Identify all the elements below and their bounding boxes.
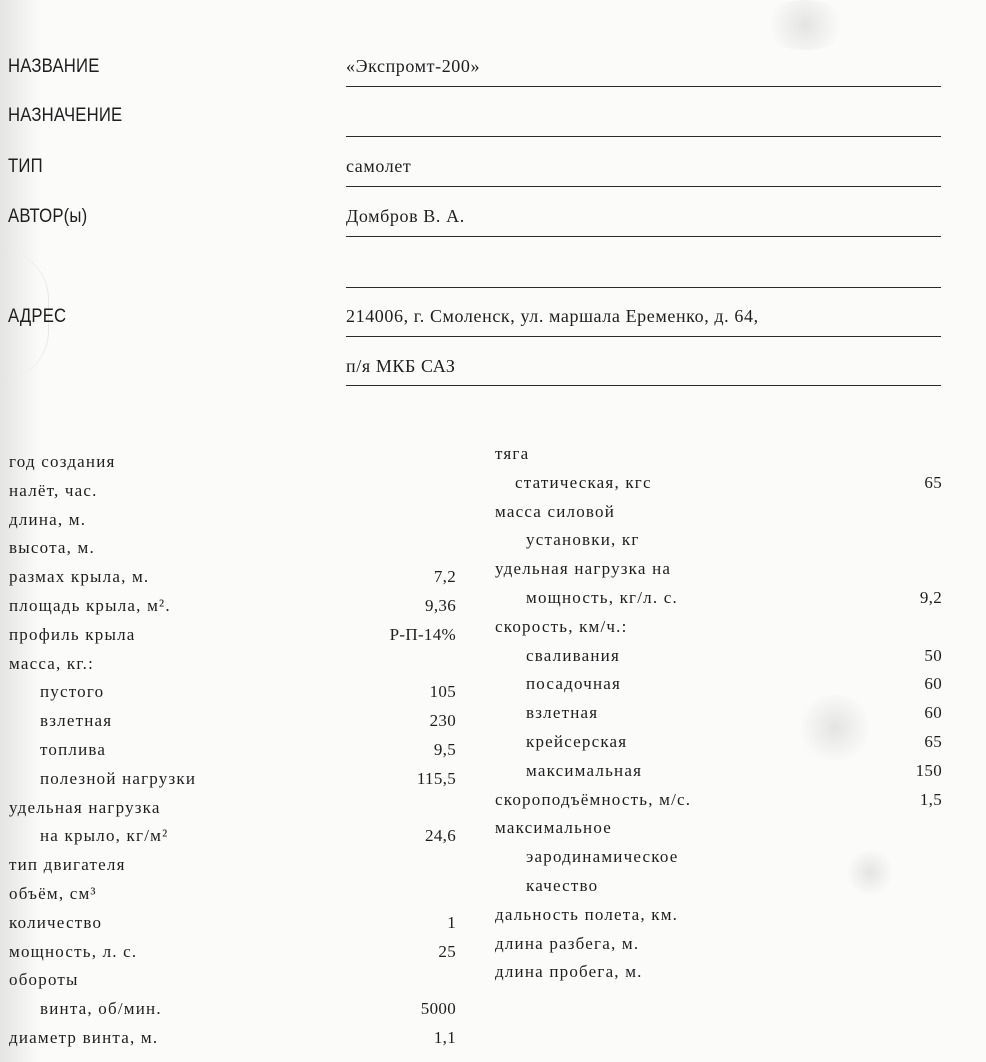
spec-row-mass-empty bbox=[9, 678, 456, 707]
spec-label: налёт, час. bbox=[9, 480, 98, 500]
spec-value: 60 bbox=[924, 703, 942, 723]
spec-label: установки, кг bbox=[526, 530, 640, 550]
spec-label: мощность, кг/л. с. bbox=[526, 587, 678, 607]
spec-label: размах крыла, м. bbox=[9, 567, 150, 587]
name-value: «Экспромт-200» bbox=[346, 56, 481, 76]
spec-value: 105 bbox=[429, 682, 456, 702]
spec-row-landing-speed bbox=[495, 670, 942, 699]
form-underline bbox=[346, 336, 941, 337]
spec-row-max-ld-header bbox=[495, 814, 942, 843]
spec-row-flight-hours bbox=[9, 477, 456, 506]
spec-row-height bbox=[9, 534, 456, 563]
spec-label: топлива bbox=[40, 739, 107, 759]
spec-row-speed-header bbox=[495, 613, 942, 642]
spec-row-max-ld-line2 bbox=[495, 843, 942, 872]
spec-label: дальность полета, км. bbox=[495, 904, 679, 924]
form-underline bbox=[346, 385, 941, 386]
spec-value: 9,2 bbox=[919, 587, 942, 607]
spec-label: удельная нагрузка bbox=[9, 797, 161, 817]
spec-label: удельная нагрузка на bbox=[495, 559, 672, 579]
spec-label: профиль крыла bbox=[9, 624, 136, 644]
spec-row-mass-fuel bbox=[9, 736, 456, 765]
spec-row-wing-loading bbox=[9, 822, 456, 851]
form-underline bbox=[346, 86, 941, 87]
address-value-line1: 214006, г. Смоленск, ул. маршала Еременко, д. 64, bbox=[346, 306, 759, 326]
type-label: ТИП bbox=[8, 156, 43, 177]
spec-value: 115,5 bbox=[416, 768, 456, 788]
spec-label: диаметр винта, м. bbox=[9, 1027, 159, 1047]
spec-row-takeoff-run bbox=[495, 930, 942, 959]
spec-row-landing-run bbox=[495, 958, 942, 987]
spec-label: высота, м. bbox=[9, 538, 95, 558]
spec-label: длина разбега, м. bbox=[495, 933, 640, 953]
spec-label: тяга bbox=[495, 444, 530, 463]
spec-label: объём, см³ bbox=[9, 883, 97, 903]
print-smudge bbox=[760, 0, 850, 50]
spec-label: максимальная bbox=[526, 760, 643, 780]
spec-label: скороподъёмность, м/с. bbox=[495, 789, 692, 809]
name-label: НАЗВАНИЕ bbox=[8, 56, 100, 77]
spec-row-max-speed bbox=[495, 757, 942, 786]
spec-label: винта, об/мин. bbox=[40, 999, 162, 1019]
spec-label: взлетная bbox=[526, 703, 599, 723]
spec-value: 60 bbox=[924, 674, 942, 694]
spec-value: 65 bbox=[924, 731, 942, 751]
specs-right-column bbox=[495, 440, 942, 987]
spec-value: 1,5 bbox=[919, 789, 942, 809]
spec-label: статическая, кгс bbox=[515, 472, 652, 492]
spec-label: максимальное bbox=[495, 818, 612, 838]
spec-label: обороты bbox=[9, 970, 79, 990]
spec-row-mass-header bbox=[9, 650, 456, 679]
spec-row-cruise-speed bbox=[495, 728, 942, 757]
spec-row-climb-rate bbox=[495, 786, 942, 815]
form-underline bbox=[346, 236, 941, 237]
spec-row-mass-payload bbox=[9, 765, 456, 794]
type-value: самолет bbox=[346, 156, 412, 176]
spec-label: крейсерская bbox=[526, 731, 628, 751]
spec-label: масса, кг.: bbox=[9, 653, 95, 673]
spec-value: 5000 bbox=[420, 999, 456, 1019]
spec-label: эародинамическое bbox=[526, 847, 679, 867]
spec-value: 1,1 bbox=[433, 1027, 456, 1047]
spec-label: длина, м. bbox=[9, 509, 87, 529]
spec-row-wing-loading-header bbox=[9, 794, 456, 823]
spec-row-prop-diameter bbox=[9, 1024, 456, 1053]
spec-label: полезной нагрузки bbox=[40, 768, 197, 788]
spec-row-stall-speed bbox=[495, 642, 942, 671]
spec-value: 150 bbox=[915, 760, 942, 780]
spec-label: год создания bbox=[9, 452, 116, 471]
authors-label: АВТОР(ы) bbox=[8, 206, 88, 227]
spec-row-powerplant-mass-header bbox=[495, 498, 942, 527]
spec-label: на крыло, кг/м² bbox=[40, 826, 169, 846]
spec-value: 1 bbox=[447, 912, 456, 932]
spec-value: Р-П-14% bbox=[389, 624, 456, 644]
spec-label: длина пробега, м. bbox=[495, 962, 643, 982]
spec-value: 50 bbox=[924, 645, 942, 665]
address-value-line2: п/я МКБ САЗ bbox=[346, 356, 456, 376]
spec-label: взлетная bbox=[40, 711, 113, 731]
spec-row-wingspan bbox=[9, 563, 456, 592]
spec-row-year bbox=[9, 448, 456, 477]
spec-row-power bbox=[9, 938, 456, 967]
spec-row-range bbox=[495, 901, 942, 930]
spec-label: масса силовой bbox=[495, 501, 616, 521]
spec-value: 230 bbox=[429, 711, 456, 731]
spec-value: 7,2 bbox=[433, 567, 456, 587]
spec-row-wing-profile bbox=[9, 621, 456, 650]
specs-left-column bbox=[9, 448, 456, 1053]
spec-label: посадочная bbox=[526, 674, 622, 694]
spec-row-max-ld bbox=[495, 872, 942, 901]
spec-row-prop-rpm bbox=[9, 995, 456, 1024]
spec-label: качество bbox=[526, 875, 599, 895]
spec-value: 9,5 bbox=[433, 739, 456, 759]
spec-label: тип двигателя bbox=[9, 855, 126, 875]
spec-row-wing-area bbox=[9, 592, 456, 621]
spec-row-power-loading bbox=[495, 584, 942, 613]
spec-row-mass-takeoff bbox=[9, 707, 456, 736]
form-underline bbox=[346, 186, 941, 187]
spec-label: мощность, л. с. bbox=[9, 941, 138, 961]
spec-row-thrust-header bbox=[495, 440, 942, 469]
spec-row-rpm-header bbox=[9, 966, 456, 995]
spec-row-displacement bbox=[9, 880, 456, 909]
spec-value: 65 bbox=[924, 472, 942, 492]
spec-row-powerplant-mass bbox=[495, 526, 942, 555]
spec-row-engine-count bbox=[9, 909, 456, 938]
form-underline bbox=[346, 136, 941, 137]
spec-row-static-thrust bbox=[495, 469, 942, 498]
authors-value: Домбров В. А. bbox=[346, 206, 465, 226]
spec-label: количество bbox=[9, 912, 103, 932]
spec-label: скорость, км/ч.: bbox=[495, 616, 628, 636]
spec-value: 24,6 bbox=[425, 826, 456, 846]
spec-label: пустого bbox=[40, 682, 105, 702]
spec-value: 9,36 bbox=[425, 595, 456, 615]
address-label: АДРЕС bbox=[8, 306, 67, 327]
spec-row-engine-type bbox=[9, 851, 456, 880]
form-underline bbox=[346, 287, 941, 288]
spec-row-power-loading-header bbox=[495, 555, 942, 584]
spec-value: 25 bbox=[438, 941, 456, 961]
purpose-label: НАЗНАЧЕНИЕ bbox=[8, 105, 123, 126]
spec-label: сваливания bbox=[526, 645, 620, 665]
spec-label: площадь крыла, м². bbox=[9, 595, 171, 615]
spec-row-length bbox=[9, 506, 456, 535]
spec-row-takeoff-speed bbox=[495, 699, 942, 728]
